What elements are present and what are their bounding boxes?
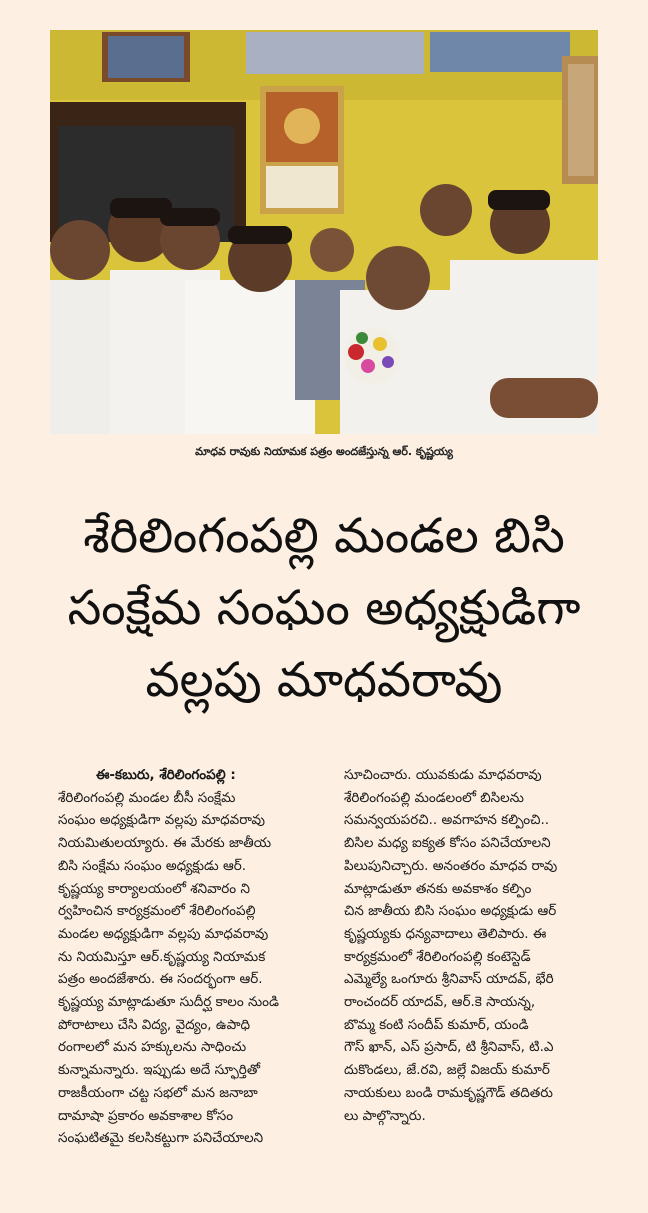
body-line: శేరిలింగంపల్లి మండల బీసీ సంక్షేమ (58, 789, 236, 806)
body-line: సంఘం అధ్యక్షుడిగా వల్లపు మాధవరావు (58, 812, 265, 829)
article-column-right (344, 764, 612, 1127)
body-line: బొమ్మ కంటి సందీప్ కుమార్, యండి (344, 1016, 529, 1033)
body-line: శేరిలింగంపల్లి మండలంలో బిసిలను (344, 789, 524, 806)
body-line: కృష్ణయ్య మాట్లాడుతూ సుదీర్ఘ కాలం నుండి (58, 994, 279, 1011)
body-line: రంగాలలో మన హక్కులను సాధించు (58, 1039, 247, 1056)
body-line: సంఘటితమై కలసికట్టుగా పనిచేయాలని (58, 1130, 264, 1147)
body-line: ఎమ్మెల్యే ఒంగూరు శ్రీనివాస్ యాదవ్, భేరి (344, 971, 554, 988)
body-line: ను నియమిస్తూ ఆర్.కృష్ణయ్య నియామక (58, 948, 266, 965)
body-line: పోరాటాలు చేసి విద్య, వైద్యం, ఉపాధి (58, 1016, 251, 1033)
body-line: కృష్ణయ్య కార్యాలయంలో శనివారం ని (58, 880, 250, 897)
headline-line: సంక్షేమ సంఘం అధ్యక్షుడిగా (67, 580, 581, 636)
headline (30, 500, 618, 716)
body-line: కార్యక్రమంలో శేరిలింగంపల్లి కంటెస్టెడ్ (344, 948, 531, 965)
news-photo (50, 30, 598, 434)
body-line: కున్నామన్నారు. ఇప్పుడు అదే స్ఫూర్తితో (58, 1062, 260, 1079)
body-line: రాజకీయంగా చట్ట సభలో మన జనాబా (58, 1084, 258, 1101)
body-line: పత్రం అందజేశారు. ఈ సందర్భంగా ఆర్. (58, 971, 263, 988)
photo-caption: మాధవ రావుకు నియామక పత్రం అందజేస్తున్న ఆర్. కృష్ణయ్య (195, 445, 453, 458)
body-line: పిలుపునిచ్చారు. అనంతరం మాధవ రావు (344, 857, 558, 874)
body-line: ర్వహించిన కార్యక్రమంలో శేరిలింగంపల్లి (58, 903, 256, 920)
body-line: సమన్వయపరచి.. అవగాహన కల్పించి.. (344, 812, 550, 829)
body-line: మాట్లాడుతూ తనకు అవకాశం కల్పిం (344, 880, 532, 897)
body-line: రాంచందర్ యాదవ్, ఆర్.కె సాయన్న, (344, 994, 536, 1011)
dateline: ఈ-కబురు, శేరిలింగంపల్లి : (96, 767, 236, 783)
body-line: సూచించారు. యువకుడు మాధవరావు (344, 767, 542, 783)
body-line: లు పాల్గొన్నారు. (344, 1107, 426, 1124)
body-line: కృష్ణయ్యకు ధన్యవాదాలు తెలిపారు. ఈ (344, 925, 547, 942)
article-column-left (58, 764, 326, 1150)
body-line: గౌస్ ఖాన్, ఎస్ ప్రసాద్, టి శ్రీనివాస్, టి.ఎ (344, 1039, 554, 1056)
body-line: నియమితులయ్యారు. ఈ మేరకు జాతీయ (58, 835, 272, 852)
body-line: దామాషా ప్రకారం అవకాశాల కోసం (58, 1107, 234, 1124)
group-photo-icon (50, 30, 598, 434)
body-line: బిసిల మధ్య ఐక్యత కోసం పనిచేయాలని (344, 835, 551, 852)
body-line: నాయకులు బండి రామకృష్ణగౌడ్ తదితరు (344, 1084, 553, 1101)
body-line: మండల అధ్యక్షుడిగా వల్లపు మాధవరావు (58, 925, 269, 942)
headline-line: వల్లపు మాధవరావు (145, 652, 503, 708)
headline-line: శేరిలింగంపల్లి మండల బిసి (83, 508, 565, 564)
body-line: దుకొండలు, జే.రవి, జల్లే విజయ్ కుమార్ (344, 1062, 550, 1079)
body-line: బిసి సంక్షేమ సంఘం అధ్యక్షుడు ఆర్. (58, 857, 247, 874)
body-line: చిన జాతీయ బిసి సంఘం అధ్యక్షుడు ఆర్ (344, 903, 557, 920)
